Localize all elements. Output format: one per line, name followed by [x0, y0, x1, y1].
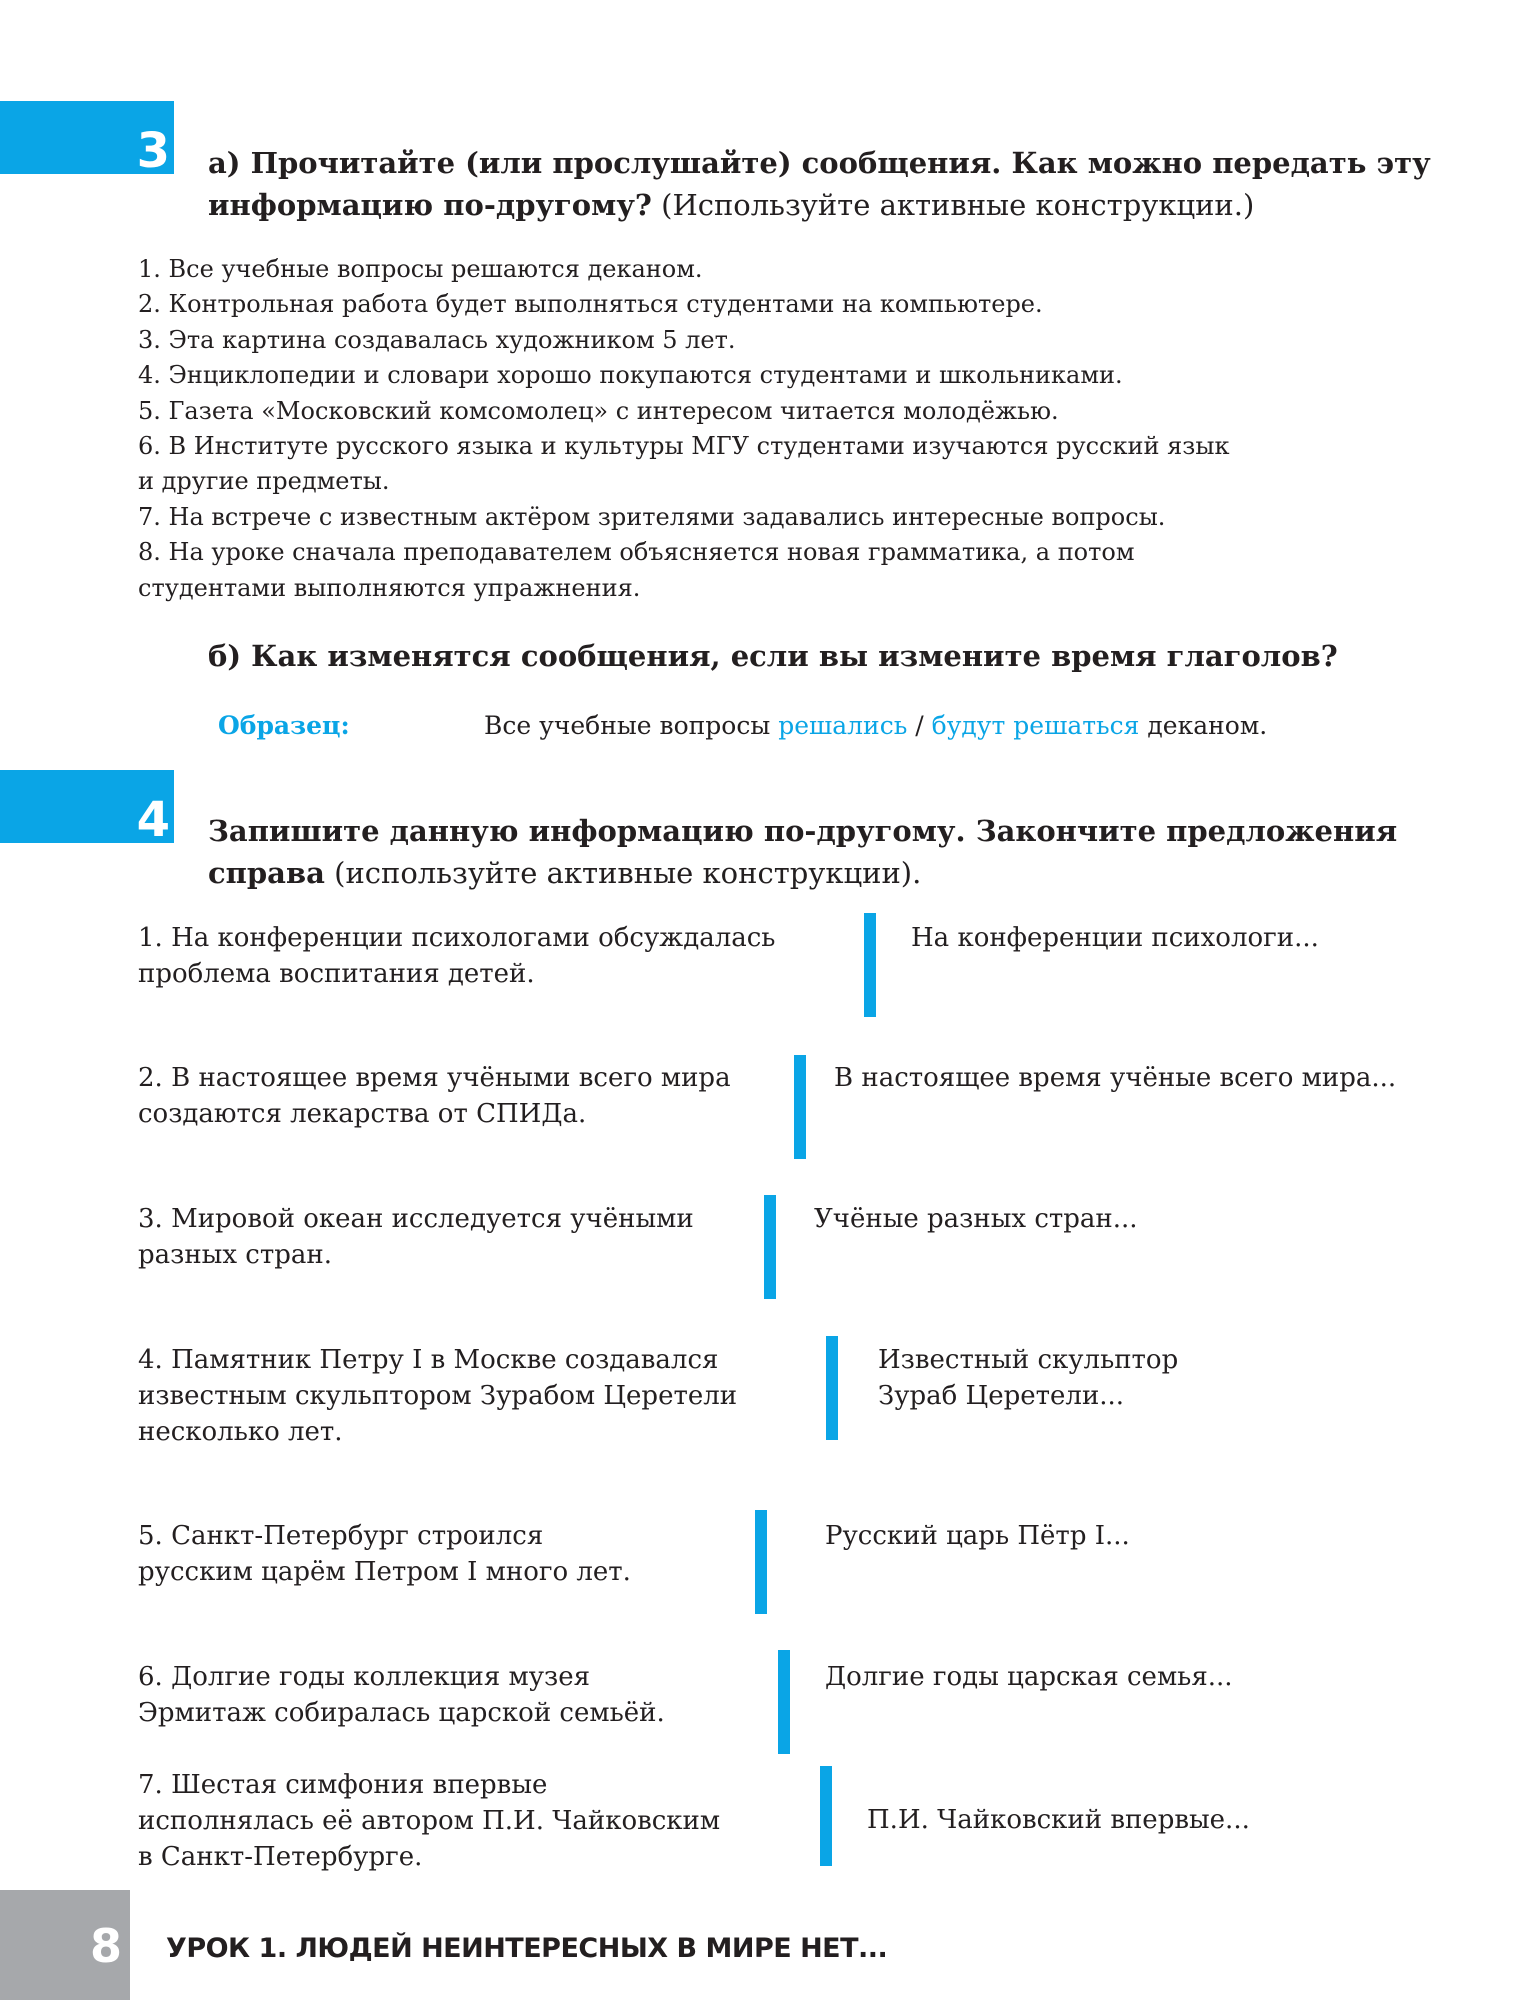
source-sentence — [138, 1060, 838, 1132]
sample-highlight-past: решались — [778, 711, 908, 740]
source-line: проблема воспитания детей. — [138, 959, 535, 989]
task-4-title-regular: (используйте активные конструкции). — [324, 856, 922, 890]
source-sentence — [138, 1201, 838, 1273]
answer-prompt-line: Известный скульптор — [878, 1345, 1179, 1375]
answer-divider-bar — [864, 913, 876, 1017]
answer-divider-bar — [794, 1055, 806, 1159]
source-line: 6. Долгие годы коллекция музея — [138, 1662, 591, 1692]
answer-prompt: Русский царь Пётр I... — [825, 1521, 1130, 1551]
lesson-title: УРОК 1. ЛЮДЕЙ НЕИНТЕРЕСНЫХ В МИРЕ НЕТ... — [166, 1933, 888, 1964]
task-3a-title-bold: а) Прочитайте (или прослушайте) сообщения. Как можно передать эту информацию по-другому? — [208, 146, 1431, 222]
list-item: 5. Газета «Московский комсомолец» с интересом читается молодёжью. — [138, 396, 1059, 425]
source-line: Эрмитаж собиралась царской семьёй. — [138, 1698, 665, 1728]
answer-prompt-line: Зураб Церетели... — [878, 1381, 1125, 1411]
source-line: известным скульптором Зурабом Церетели — [138, 1381, 738, 1411]
source-line: 7. Шестая симфония впервые — [138, 1770, 548, 1800]
source-line: в Санкт-Петербурге. — [138, 1842, 423, 1872]
source-line: несколько лет. — [138, 1417, 343, 1447]
list-item: студентами выполняются упражнения. — [138, 573, 641, 602]
sample-label: Образец: — [218, 711, 350, 740]
list-item: 2. Контрольная работа будет выполняться студентами на компьютере. — [138, 290, 1043, 319]
answer-prompt: П.И. Чайковский впервые... — [867, 1805, 1250, 1835]
answer-divider-bar — [826, 1336, 838, 1440]
source-line: 4. Памятник Петру I в Москве создавался — [138, 1345, 719, 1375]
task-3a-title-regular: (Используйте активные конструкции.) — [651, 188, 1255, 222]
source-line: 3. Мировой океан исследуется учёными — [138, 1204, 694, 1234]
task-number-badge: 3 — [0, 101, 174, 174]
list-item: 3. Эта картина создавалась художником 5 лет. — [138, 325, 736, 354]
list-item: 4. Энциклопедии и словари хорошо покупаются студентами и школьниками. — [138, 361, 1123, 390]
page-number-box: 8 — [0, 1890, 130, 2000]
answer-divider-bar — [778, 1650, 790, 1754]
source-line: исполнялась её автором П.И. Чайковским — [138, 1806, 721, 1836]
list-item: 7. На встрече с известным актёром зрителями задавались интересные вопросы. — [138, 502, 1166, 531]
task-3a-title — [208, 142, 1438, 226]
source-line: создаются лекарства от СПИДа. — [138, 1099, 587, 1129]
list-item: и другие предметы. — [138, 467, 390, 496]
sample-highlight-future: будут решаться — [931, 711, 1140, 740]
sample-text-end: деканом. — [1139, 711, 1268, 740]
sample-separator: / — [907, 711, 932, 740]
task-4-title-bold: Запишите данную информацию по-другому. Закончите предложения справа — [208, 814, 1398, 890]
sample-text-start: Все учебные вопросы — [484, 711, 779, 740]
source-sentence — [138, 1659, 838, 1731]
answer-divider-bar — [755, 1510, 767, 1614]
answer-prompt: Долгие годы царская семья... — [825, 1662, 1233, 1692]
answer-divider-bar — [764, 1195, 776, 1299]
list-item: 1. Все учебные вопросы решаются деканом. — [138, 255, 703, 283]
source-sentence — [138, 1342, 838, 1450]
source-line: русским царём Петром I много лет. — [138, 1557, 631, 1587]
task-3-sentence-list — [138, 252, 1229, 606]
source-line: 2. В настоящее время учёными всего мира — [138, 1063, 731, 1093]
source-line: 1. На конференции психологами обсуждалась — [138, 923, 776, 953]
task-4-title — [208, 810, 1438, 894]
answer-prompt: Учёные разных стран... — [814, 1204, 1138, 1234]
source-sentence — [138, 1767, 838, 1875]
answer-prompt: В настоящее время учёные всего мира... — [834, 1063, 1397, 1093]
source-line: разных стран. — [138, 1240, 332, 1270]
answer-divider-bar — [820, 1766, 832, 1866]
answer-prompt — [878, 1342, 1178, 1414]
answer-prompt: На конференции психологи... — [911, 923, 1319, 953]
task-number-badge: 4 — [0, 770, 174, 843]
task-3b-title: б) Как изменятся сообщения, если вы измените время глаголов? — [208, 639, 1338, 673]
source-sentence — [138, 1518, 838, 1590]
source-line: 5. Санкт-Петербург строился — [138, 1521, 544, 1551]
list-item: 6. В Институте русского языка и культуры МГУ студентами изучаются русский язык — [138, 432, 1230, 461]
list-item: 8. На уроке сначала преподавателем объясняется новая грамматика, а потом — [138, 538, 1135, 567]
source-sentence — [138, 920, 838, 992]
sample-text — [484, 711, 1267, 740]
